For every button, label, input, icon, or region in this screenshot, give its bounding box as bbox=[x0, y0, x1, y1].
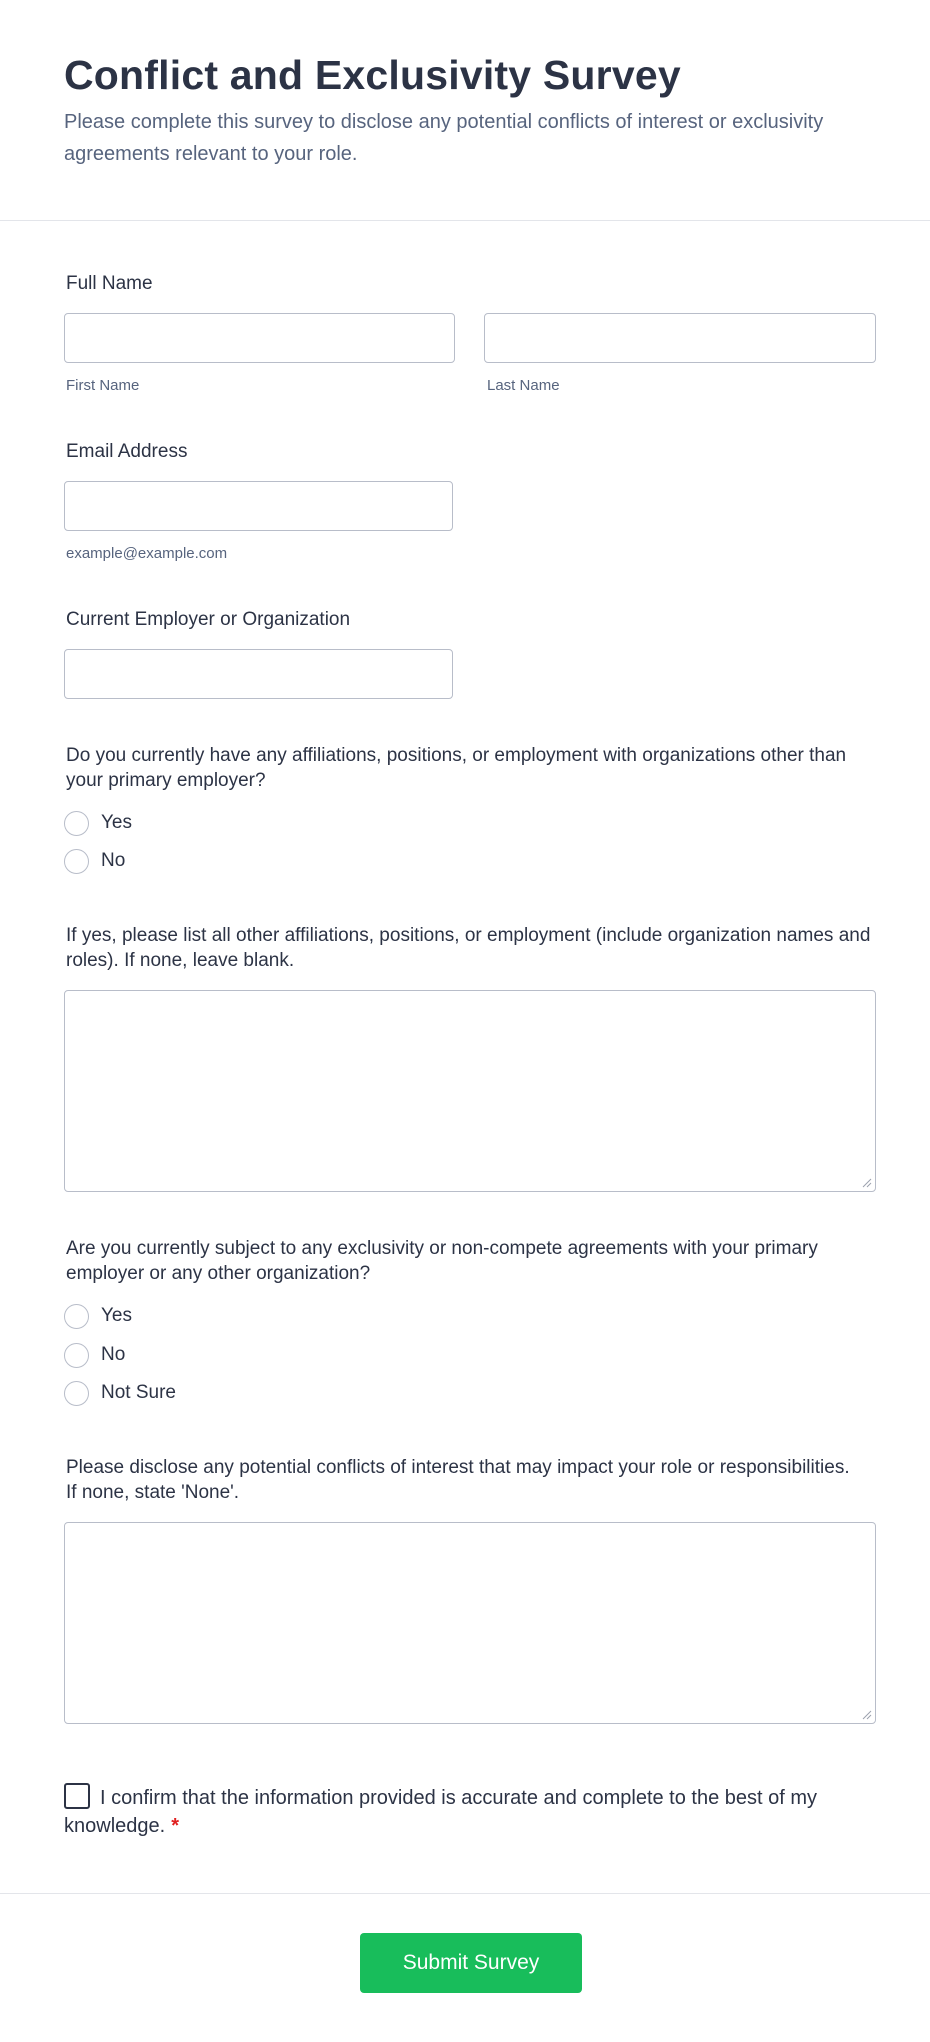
radio-label: No bbox=[101, 1344, 126, 1365]
radio-button[interactable] bbox=[64, 1381, 89, 1406]
submit-button[interactable]: Submit Survey bbox=[360, 1933, 582, 1993]
last-name-input[interactable] bbox=[484, 313, 876, 363]
full-name-label: Full Name bbox=[66, 273, 153, 294]
first-name-input[interactable] bbox=[64, 313, 455, 363]
radio-label: No bbox=[101, 850, 126, 871]
radio-button[interactable] bbox=[64, 811, 89, 836]
affiliations-list-label: If yes, please list all other affiliations, positions, or employment (include organization names and roles). If none, leave blank. bbox=[66, 925, 871, 971]
conflicts-textarea[interactable] bbox=[64, 1522, 876, 1724]
radio-label: Yes bbox=[101, 812, 132, 833]
exclusivity-option-yes[interactable] bbox=[64, 1303, 132, 1329]
affiliations-option-yes[interactable] bbox=[64, 810, 132, 836]
resize-grip-icon[interactable] bbox=[862, 1710, 872, 1720]
radio-label: Yes bbox=[101, 1305, 132, 1326]
confirmation-field bbox=[64, 1783, 824, 1840]
affiliations-question-label: Do you currently have any affiliations, positions, or employment with organizations other than your primary employer? bbox=[66, 745, 847, 791]
email-input[interactable] bbox=[64, 481, 453, 531]
exclusivity-option-no[interactable] bbox=[64, 1342, 125, 1368]
affiliations-textarea[interactable] bbox=[64, 990, 876, 1192]
required-mark: * bbox=[171, 1815, 179, 1837]
email-sublabel: example@example.com bbox=[66, 545, 228, 562]
exclusivity-question-label: Are you currently subject to any exclusivity or non-compete agreements with your primary employer or any other organization? bbox=[66, 1238, 818, 1284]
radio-button[interactable] bbox=[64, 849, 89, 874]
first-name-sublabel: First Name bbox=[66, 377, 140, 394]
confirm-checkbox[interactable] bbox=[64, 1783, 90, 1809]
radio-label: Not Sure bbox=[101, 1382, 176, 1403]
page-subtitle: Please complete this survey to disclose any potential conflicts of interest or exclusivity agreements relevant to your role. bbox=[64, 111, 824, 165]
last-name-sublabel: Last Name bbox=[487, 377, 560, 394]
conflicts-label: Please disclose any potential conflicts of interest that may impact your role or responsibilities. If none, state 'None'. bbox=[66, 1457, 850, 1503]
radio-button[interactable] bbox=[64, 1304, 89, 1329]
footer-divider bbox=[0, 1893, 930, 1894]
exclusivity-option-not-sure[interactable] bbox=[64, 1380, 176, 1406]
resize-grip-icon[interactable] bbox=[862, 1178, 872, 1188]
affiliations-option-no[interactable] bbox=[64, 848, 125, 874]
employer-input[interactable] bbox=[64, 649, 453, 699]
confirmation-text: I confirm that the information provided is accurate and complete to the best of my knowledge. bbox=[64, 1787, 818, 1837]
form-header bbox=[0, 0, 930, 221]
page-title: Conflict and Exclusivity Survey bbox=[64, 52, 681, 98]
employer-label: Current Employer or Organization bbox=[66, 609, 351, 630]
radio-button[interactable] bbox=[64, 1343, 89, 1368]
email-label: Email Address bbox=[66, 441, 188, 462]
